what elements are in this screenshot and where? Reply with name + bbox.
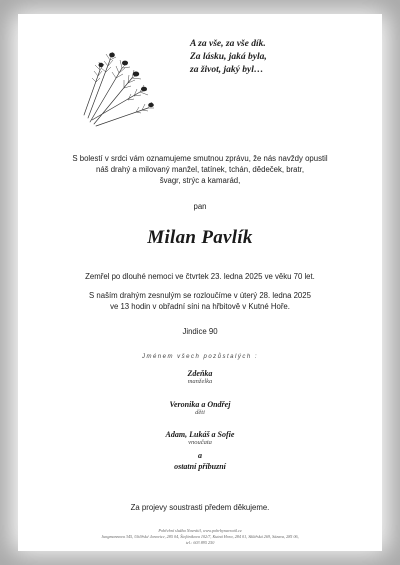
- announcement-line-3: švagr, strýc a kamarád,: [159, 176, 241, 185]
- mourner-name: Zdeňka: [187, 369, 213, 378]
- motto-line-1: A za vše, za vše dík.: [190, 39, 266, 49]
- mourner-relation: děti: [195, 409, 205, 416]
- mourner-entry: [0, 400, 400, 416]
- announcement-text: [0, 153, 400, 186]
- deceased-name: Milan Pavlík: [147, 227, 253, 248]
- mourner-name: Adam, Lukáš a Sofie: [165, 430, 235, 439]
- mourner-entry: [0, 369, 400, 385]
- thanks-line: Za projevy soustrasti předem děkujeme.: [130, 503, 270, 512]
- flower-sprig-icon: [70, 30, 160, 130]
- death-notice: Zemřel po dlouhé nemoci ve čtvrtek 23. ledna 2025 ve věku 70 let.: [85, 272, 315, 281]
- mourner-name: Veronika a Ondřej: [169, 400, 231, 409]
- announcement-line-1: S bolestí v srdci vám oznamujeme smutnou zprávu, že nás navždy opustil: [72, 154, 328, 163]
- mourner-entry: [0, 430, 400, 446]
- conjunction-a: a: [198, 451, 202, 460]
- motto-verse: [190, 38, 340, 77]
- funeral-service-phone: tel.: 603 895 250: [185, 540, 215, 545]
- home-address: Jindice 90: [182, 327, 218, 336]
- motto-line-2: Za lásku, jaká byla,: [190, 52, 267, 62]
- funeral-service-line: Pohřební služba Navrátil, www.pohrbynavratil.cz: [158, 528, 242, 533]
- title-pan: pan: [193, 202, 207, 211]
- farewell-line-2: ve 13 hodin v obřadní síni na hřbitově v Kutné Hoře.: [110, 302, 290, 311]
- farewell-line-1: S naším drahým zesnulým se rozloučíme v úterý 28. ledna 2025: [89, 291, 311, 300]
- funeral-service-addresses: Jungmannova 345, Uhlířské Janovice, 285 04, Štefánikova 102/7, Kutná Hora, 284 01, Sklářská 269, Sázava, 285 06,: [101, 534, 299, 539]
- other-relatives: ostatní příbuzní: [174, 462, 226, 471]
- announcement-line-2: náš drahý a milovaný manžel, tatínek, tchán, dědeček, bratr,: [95, 165, 305, 174]
- farewell-notice: [0, 290, 400, 312]
- mourners-heading: Jménem všech pozůstalých :: [141, 354, 259, 360]
- mourner-relation: vnoučata: [188, 439, 212, 446]
- motto-line-3: za život, jaký byl…: [190, 65, 264, 75]
- mourner-relation: manželka: [187, 378, 213, 385]
